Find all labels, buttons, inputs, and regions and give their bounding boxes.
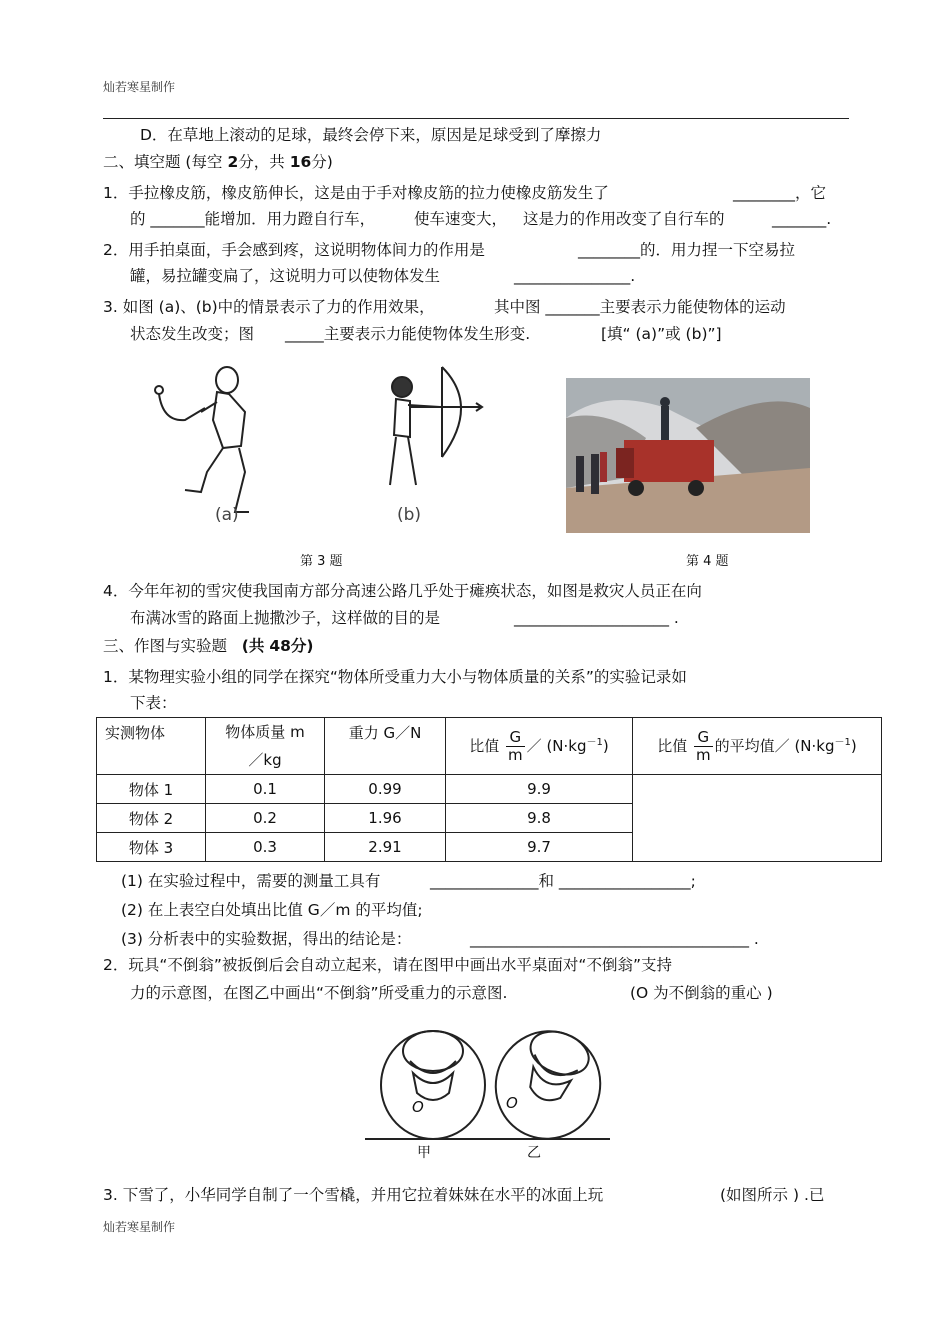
page-footer: 灿若寒星制作 (103, 1220, 176, 1234)
header-ratio-average: 比值 $\frac{G}{m}$ 的平均值／ $(N\cdot kg^{-1})$ (633, 718, 882, 775)
header-gravity: 重力 G／N (325, 718, 446, 775)
q2-blank1: ________的．用力捏一下空易拉 (578, 241, 796, 259)
q1-blank1: ________，它 (733, 184, 827, 202)
row-ratio: 9.9 (446, 775, 633, 804)
exp1-sub1a: (1) 在实验过程中，需要的测量工具有 (121, 872, 381, 890)
figure-a-label: (a) (215, 505, 239, 525)
q1-blank3: _______. (772, 210, 832, 228)
row-ratio: 9.7 (446, 833, 633, 862)
center-of-gravity-jia: O (412, 1098, 424, 1116)
exp1-sub3a: (3) 分析表中的实验数据，得出的结论是： (121, 930, 412, 948)
q2-line1: 2．用手拍桌面，手会感到疼，这说明物体间力的作用是 (103, 241, 485, 259)
header-ratio: 比值 $\frac{G}{m}$ ／ $(N\cdot kg^{-1})$ (446, 718, 633, 775)
average-blank-cell[interactable] (633, 775, 882, 862)
q3-line2a: 状态发生改变；图 (130, 325, 255, 343)
row-gravity: 0.99 (325, 775, 446, 804)
label-yi: 乙 (527, 1145, 541, 1161)
exp1-line2: 下表： (130, 694, 177, 712)
page-header: 灿若寒星制作 (103, 80, 176, 94)
row-object: 物体 1 (97, 775, 206, 804)
row-mass: 0.1 (206, 775, 325, 804)
label-jia: 甲 (417, 1145, 431, 1161)
exp3-line1b: (如图所示 ) .已 (720, 1186, 825, 1204)
caption-q3: 第 3 题 (300, 554, 343, 569)
row-mass: 0.3 (206, 833, 325, 862)
exp1-sub1b: ______________和 _________________; (430, 872, 696, 890)
row-mass: 0.2 (206, 804, 325, 833)
header-rule (103, 118, 849, 119)
caption-q4: 第 4 题 (686, 554, 729, 569)
q4-blank: ____________________ . (514, 609, 679, 627)
exp3-line1a: 3. 下雪了，小华同学自制了一个雪橇，并用它拉着妹妹在水平的冰面上玩 (103, 1186, 604, 1204)
q1-line2b: 使车速变大， (414, 210, 508, 228)
q1-line1: 1．手拉橡皮筋，橡皮筋伸长，这是由于手对橡皮筋的拉力使橡皮筋发生了 (103, 184, 609, 202)
snow-road-photo (566, 378, 810, 533)
row-gravity: 1.96 (325, 804, 446, 833)
center-of-gravity-yi: O (506, 1094, 518, 1112)
q3-line2b: _____主要表示力能使物体发生形变. (285, 325, 531, 343)
q3-line1a: 3. 如图 (a)、(b)中的情景表示了力的作用效果， (103, 298, 435, 316)
q1-line2c: 这是力的作用改变了自行车的 (523, 210, 725, 228)
exp2-line1: 2．玩具“不倒翁”被扳倒后会自动立起来，请在图甲中画出水平桌面对“不倒翁”支持 (103, 956, 672, 974)
section-2-title: 二、填空题 (每空 2分，共 16分) (103, 153, 333, 171)
row-ratio: 9.8 (446, 804, 633, 833)
q2-blank2: _______________. (514, 267, 636, 285)
exp1-sub3b: ____________________________________ . (470, 930, 759, 948)
table-row (97, 775, 882, 804)
header-object: 实测物体 (97, 718, 206, 775)
section-3-title: 三、作图与实验题 (共 48分) (103, 637, 314, 655)
q1-line2a: 的 _______能增加．用力蹬自行车， (130, 210, 376, 228)
row-object: 物体 2 (97, 804, 206, 833)
figure-b-label: (b) (397, 505, 422, 525)
exp2-line2a: 力的示意图，在图乙中画出“不倒翁”所受重力的示意图. (130, 984, 508, 1002)
prev-option-d: D．在草地上滚动的足球，最终会停下来，原因是足球受到了摩擦力 (140, 126, 602, 144)
tumbler-figure (365, 1015, 610, 1140)
gravity-mass-table (96, 717, 882, 862)
row-object: 物体 3 (97, 833, 206, 862)
exp1-sub2: (2) 在上表空白处填出比值 G／m 的平均值; (121, 901, 423, 919)
header-mass: 物体质量 m ／kg (206, 718, 325, 775)
exp2-line2b: (O 为不倒翁的重心 ) (630, 984, 773, 1002)
exp1-line1: 1．某物理实验小组的同学在探究“物体所受重力大小与物体质量的关系”的实验记录如 (103, 668, 687, 686)
q4-line1: 4．今年年初的雪灾使我国南方部分高速公路几乎处于瘫痪状态，如图是救灾人员正在向 (103, 582, 702, 600)
q3-line2c: [填“ (a)”或 (b)”] (601, 325, 722, 343)
row-gravity: 2.91 (325, 833, 446, 862)
q2-line2: 罐，易拉罐变扁了，这说明力可以使物体发生 (130, 267, 441, 285)
q4-line2: 布满冰雪的路面上抛撒沙子，这样做的目的是 (130, 609, 441, 627)
q3-line1b: 其中图 _______主要表示力能使物体的运动 (494, 298, 786, 316)
figure-b-archer (380, 365, 490, 500)
